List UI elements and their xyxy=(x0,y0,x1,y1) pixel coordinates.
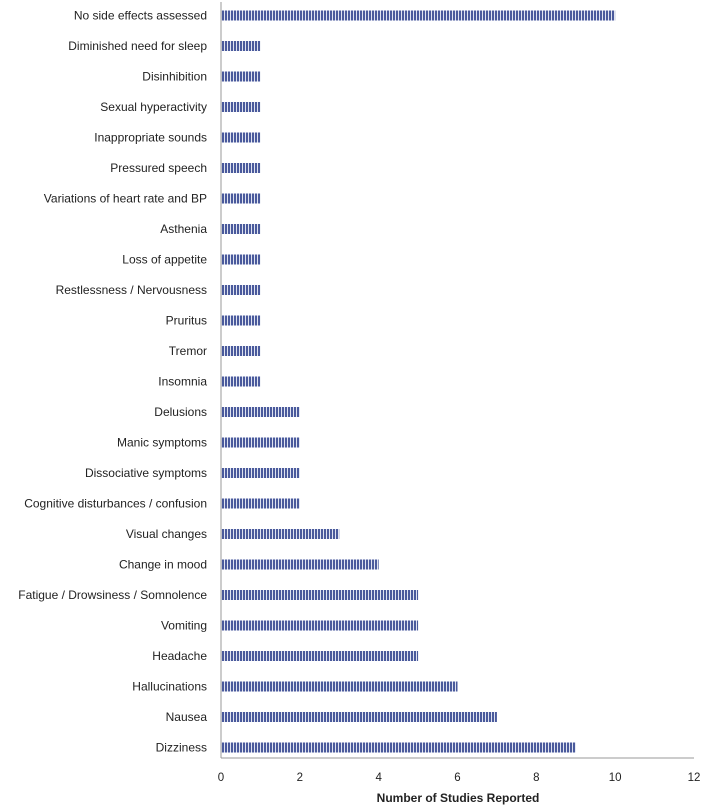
bar-21 xyxy=(221,651,418,661)
bar-5 xyxy=(221,163,260,173)
bar-7 xyxy=(221,224,260,234)
category-label: Loss of appetite xyxy=(122,252,207,267)
x-tick-label: 10 xyxy=(608,772,622,784)
bar-6 xyxy=(221,194,260,204)
bar-14 xyxy=(221,438,300,448)
bar-17 xyxy=(221,529,339,539)
category-label: Dissociative symptoms xyxy=(84,466,207,480)
bar-19 xyxy=(221,590,418,600)
bar-9 xyxy=(221,285,260,295)
category-label: Fatigue / Drowsiness / Somnolence xyxy=(18,588,207,602)
bar-18 xyxy=(221,560,379,570)
x-tick-label: 6 xyxy=(454,772,461,784)
bar-4 xyxy=(221,133,260,143)
category-label: No side effects assessed xyxy=(73,8,207,23)
bar-24 xyxy=(221,743,576,753)
bar-8 xyxy=(221,255,260,265)
x-tick-label: 2 xyxy=(296,772,304,784)
category-label: Change in mood xyxy=(118,557,207,572)
category-label: Vomiting xyxy=(160,618,207,633)
x-tick-label: 8 xyxy=(533,772,540,784)
category-label: Diminished need for sleep xyxy=(68,39,207,53)
x-tick-label: 12 xyxy=(687,772,701,784)
bar-12 xyxy=(221,377,260,387)
x-tick-label: 0 xyxy=(217,772,225,784)
bar-3 xyxy=(221,102,260,112)
category-label: Inappropriate sounds xyxy=(94,130,207,145)
bar-13 xyxy=(221,407,300,417)
category-label: Hallucinations xyxy=(132,679,207,694)
category-label: Asthenia xyxy=(160,222,207,236)
category-label: Pressured speech xyxy=(110,161,207,175)
bar-15 xyxy=(221,468,300,478)
category-label: Insomnia xyxy=(158,374,207,389)
category-label: Dizziness xyxy=(155,740,207,755)
bar-22 xyxy=(221,682,458,692)
bar-0 xyxy=(221,11,615,21)
category-label: Manic symptoms xyxy=(116,435,207,450)
category-label: Cognitive disturbances / confusion xyxy=(24,496,207,511)
category-label: Delusions xyxy=(154,405,207,419)
bar-23 xyxy=(221,712,497,722)
category-label: Sexual hyperactivity xyxy=(100,100,207,114)
category-label: Headache xyxy=(152,649,207,663)
bar-2 xyxy=(221,72,260,82)
category-label: Disinhibition xyxy=(142,69,207,84)
x-axis-title: Number of Studies Reported xyxy=(376,791,540,805)
x-tick-label: 4 xyxy=(375,772,382,784)
category-label: Restlessness / Nervousness xyxy=(55,283,207,297)
category-label: Pruritus xyxy=(165,313,207,328)
category-label: Nausea xyxy=(165,710,207,724)
category-label: Tremor xyxy=(168,344,207,358)
bar-10 xyxy=(221,316,260,326)
category-label: Variations of heart rate and BP xyxy=(43,191,207,206)
bar-16 xyxy=(221,499,300,509)
bar-20 xyxy=(221,621,418,631)
category-label: Visual changes xyxy=(125,527,207,541)
bar-1 xyxy=(221,41,260,51)
bar-11 xyxy=(221,346,260,356)
